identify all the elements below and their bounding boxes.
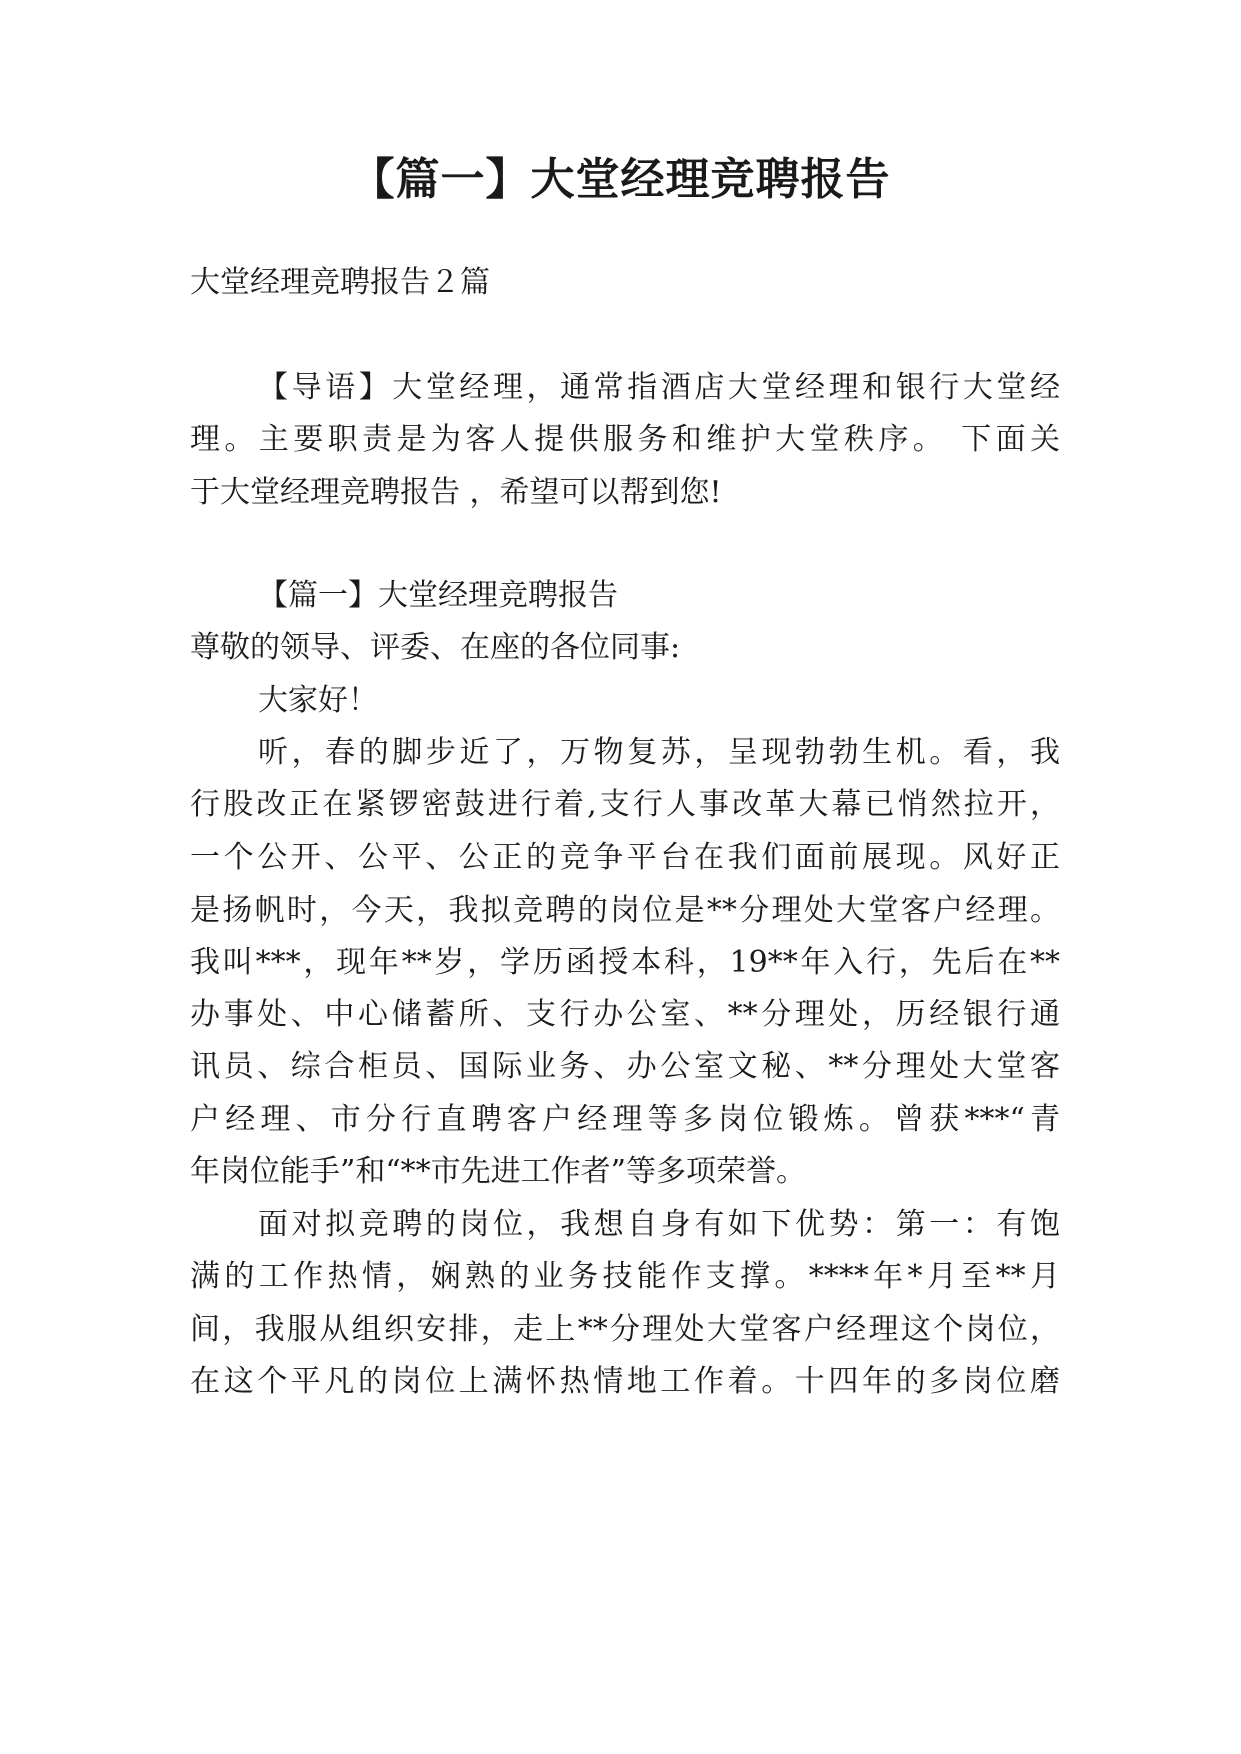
paragraph-line: 间，我服从组织安排，走上**分理处大堂客户经理这个岗位， [190,1312,1060,1347]
paragraph-line: 面对拟竞聘的岗位，我想自身有如下优势：第一：有饱 [258,1207,1060,1242]
paragraph-line: 讯员、综合柜员、国际业务、办公室文秘、**分理处大堂客 [190,1049,1060,1084]
paragraph-line: 年岗位能手”和“**市先进工作者”等多项荣誉。 [190,1154,807,1189]
paragraph-line: 满的工作热情，娴熟的业务技能作支撑。****年*月至**月 [190,1259,1060,1294]
paragraph-line: 我叫***，现年**岁，学历函授本科，19**年入行，先后在** [190,945,1060,980]
paragraph-line: 行股改正在紧锣密鼓进行着,支行人事改革大幕已悄然拉开， [190,787,1060,822]
intro-line: 理。主要职责是为客人提供服务和维护大堂秩序。 下面关 [190,422,1060,457]
paragraph-line: 户经理、市分行直聘客户经理等多岗位锻炼。曾获***“青 [190,1102,1060,1137]
paragraph-line: 是扬帆时，今天，我拟竞聘的岗位是**分理处大堂客户经理。 [190,893,1060,928]
paragraph-line: 一个公开、公平、公正的竞争平台在我们面前展现。风好正 [190,840,1060,875]
salutation: 尊敬的领导、评委、在座的各位同事: [190,630,681,665]
intro-line: 【导语】大堂经理，通常指酒店大堂经理和银行大堂经 [258,370,1060,405]
paragraph-line: 听，春的脚步近了，万物复苏，呈现勃勃生机。看，我 [258,735,1060,770]
paragraph-line: 办事处、中心储蓄所、支行办公室、**分理处，历经银行通 [190,997,1060,1032]
document-subtitle: 大堂经理竞聘报告２篇 [190,265,490,300]
section-heading: 【篇一】大堂经理竞聘报告 [258,578,618,613]
intro-line: 于大堂经理竞聘报告 ，希望可以帮到您! [190,475,722,510]
paragraph-line: 在这个平凡的岗位上满怀热情地工作着。十四年的多岗位磨 [190,1364,1060,1399]
greeting: 大家好！ [258,683,378,718]
document-title: 【篇一】大堂经理竞聘报告 [350,154,891,205]
